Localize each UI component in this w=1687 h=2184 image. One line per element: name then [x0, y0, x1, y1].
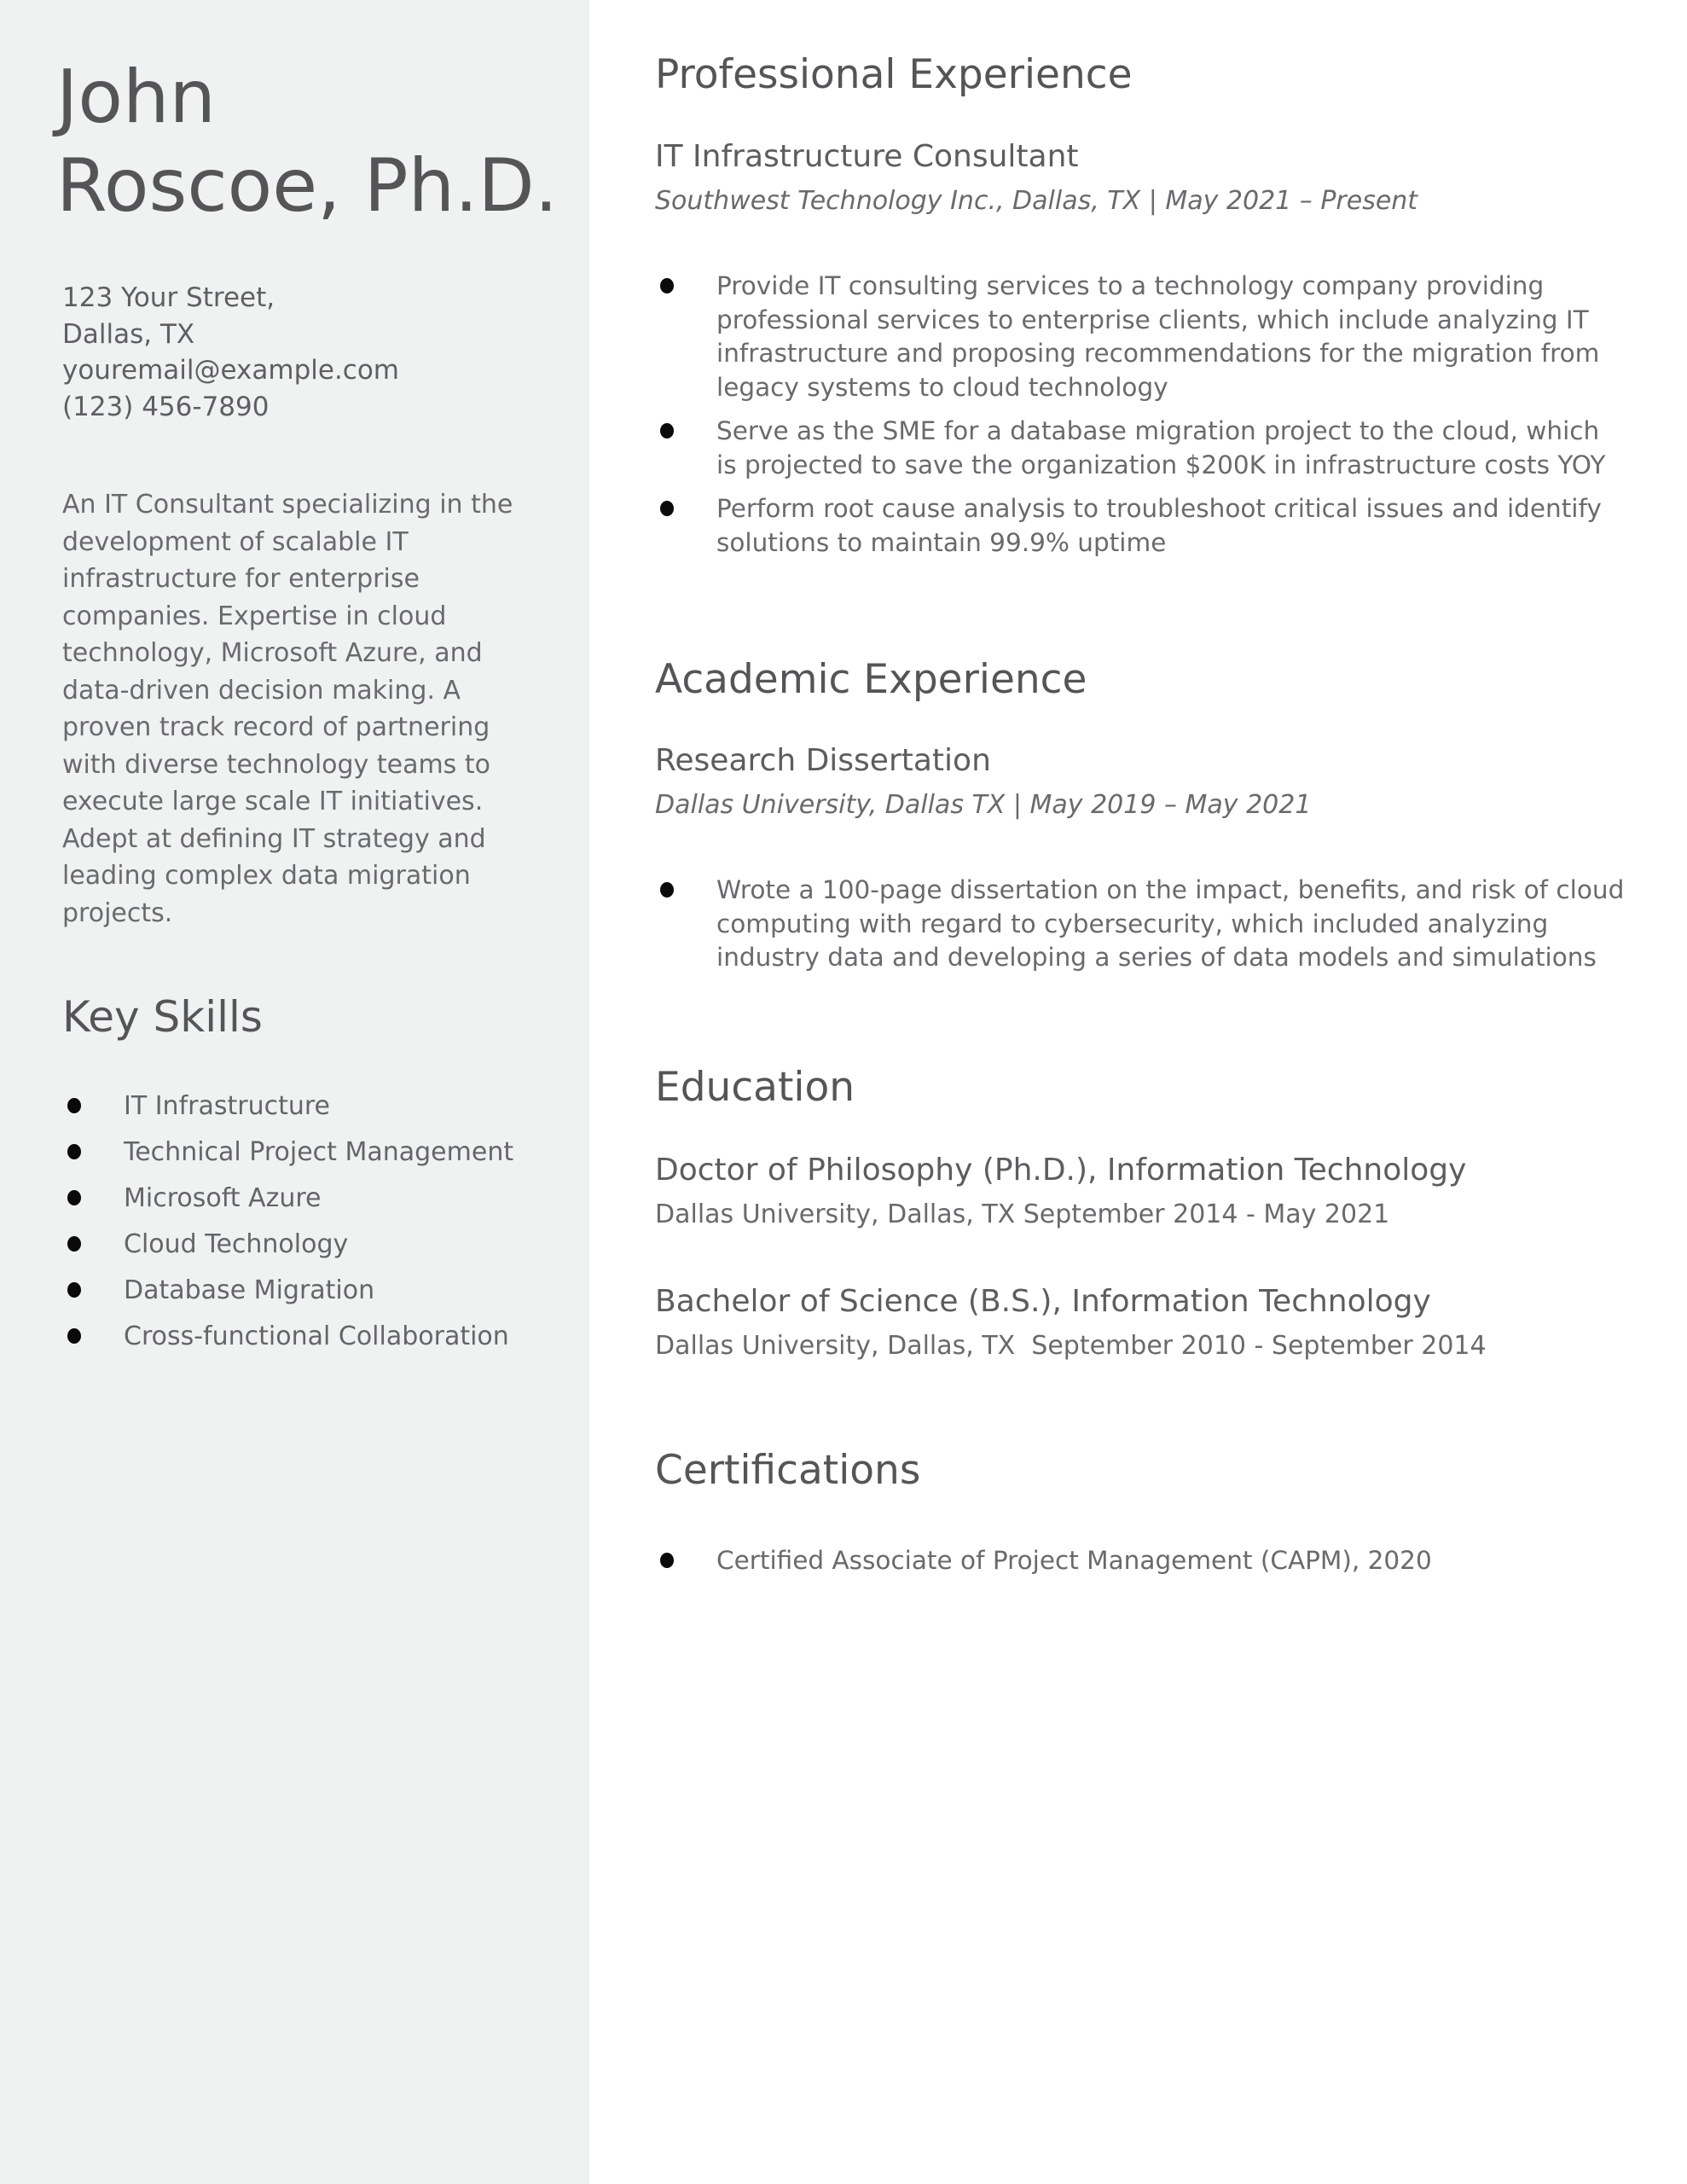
bullet-icon: [660, 423, 674, 439]
email: youremail@example.com: [62, 355, 400, 386]
bullet-icon: [67, 1098, 81, 1113]
job-bullet: Perform root cause analysis to troubleshoot critical issues and identify solutions to maintain 99.9% uptime: [655, 492, 1627, 560]
certifications-list: [655, 1544, 1627, 1589]
address-city: Dallas, TX: [62, 318, 195, 350]
bullet-icon: [67, 1144, 81, 1159]
sidebar: [0, 0, 589, 2184]
job-title: IT Infrastructure Consultant: [655, 139, 1079, 174]
skills-list: [62, 1083, 513, 1360]
bullet-icon: [67, 1328, 81, 1344]
bullet-icon: [660, 1553, 674, 1568]
job-meta: Southwest Technology Inc., Dallas, TX | May 2021 – Present: [655, 186, 1418, 216]
professional-experience-heading: Professional Experience: [655, 51, 1133, 98]
address-street: 123 Your Street,: [62, 282, 275, 313]
skill-item: Cloud Technology: [62, 1222, 513, 1268]
phone: (123) 456-7890: [62, 391, 270, 422]
job-bullet: Serve as the SME for a database migration project to the cloud, which is projected to save the organization $200K in infrastructure costs YOY: [655, 415, 1627, 482]
main-content: [589, 0, 1687, 2184]
skill-item: Microsoft Azure: [62, 1176, 513, 1222]
academic-bullet: Wrote a 100-page dissertation on the impact, benefits, and risk of cloud computing with regard to cybersecurity, which included analyzing industry data and developing a series of data models and simulations: [655, 874, 1627, 975]
profile-summary: An IT Consultant specializing in the development of scalable IT infrastructure for enterprise companies. Expertise in cloud technology, Microsoft Azure, and data-driven decision making. A proven track record of partnering with diverse technology teams to execute large scale IT initiatives. Adept at defining IT strategy and leading complex data migration projects.: [62, 490, 513, 928]
degree-phd: Doctor of Philosophy (Ph.D.), Information Technology: [655, 1153, 1467, 1188]
academic-role-title: Research Dissertation: [655, 743, 991, 778]
certification-item: Certified Associate of Project Management (CAPM), 2020: [655, 1544, 1627, 1578]
skill-item: Database Migration: [62, 1268, 513, 1314]
name-last: Roscoe, Ph.D.: [56, 143, 559, 229]
academic-meta: Dallas University, Dallas TX | May 2019 – May 2021: [655, 790, 1312, 820]
skill-item: Technical Project Management: [62, 1130, 513, 1176]
bullet-icon: [67, 1282, 81, 1298]
degree-bs-meta: Dallas University, Dallas, TX September 2010 - September 2014: [655, 1331, 1487, 1361]
name-first: John: [56, 55, 216, 140]
skill-item: Cross-functional Collaboration: [62, 1314, 513, 1360]
degree-bs: Bachelor of Science (B.S.), Information Technology: [655, 1284, 1431, 1319]
bullet-icon: [67, 1236, 81, 1252]
bullet-icon: [660, 501, 674, 516]
certifications-heading: Certifications: [655, 1447, 921, 1494]
bullet-icon: [660, 882, 674, 897]
academic-bullets: [655, 874, 1627, 985]
job-bullet: Provide IT consulting services to a technology company providing professional services to enterprise clients, which include analyzing IT infrastructure and proposing recommendations for the migration from legacy systems to cloud technology: [655, 270, 1627, 404]
academic-experience-heading: Academic Experience: [655, 656, 1087, 703]
bullet-icon: [660, 278, 674, 293]
job-bullets: [655, 270, 1627, 570]
education-heading: Education: [655, 1064, 855, 1111]
skills-heading: Key Skills: [62, 992, 263, 1042]
skill-item: IT Infrastructure: [62, 1083, 513, 1130]
degree-phd-meta: Dallas University, Dallas, TX September 2014 - May 2021: [655, 1199, 1390, 1229]
bullet-icon: [67, 1190, 81, 1205]
candidate-name: [56, 53, 558, 230]
contact-info: [62, 280, 399, 425]
